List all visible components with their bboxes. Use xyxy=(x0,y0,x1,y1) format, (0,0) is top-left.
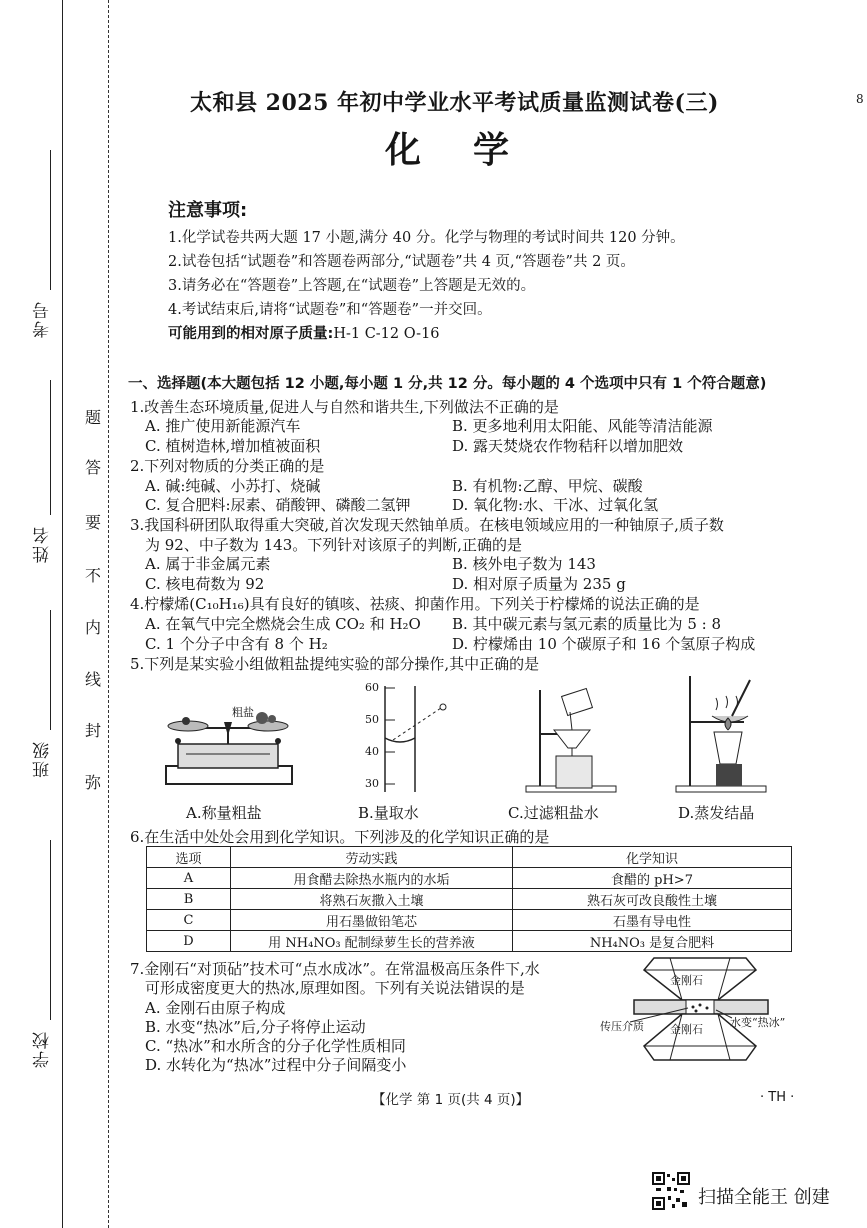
table-row xyxy=(147,889,792,910)
q4-stem: 4.柠檬烯(C₁₀H₁₆)具有良好的镇咳、祛痰、抑菌作用。下列关于柠檬烯的说法正确的是 xyxy=(130,595,700,613)
scanner-watermark: 扫描全能王 创建 xyxy=(698,1187,830,1208)
q4-option-b: B. 其中碳元素与氢元素的质量比为 5 : 8 xyxy=(452,615,722,633)
table-cell: NH₄NO₃ 是复合肥料 xyxy=(513,931,792,952)
cyl-tick: 30 xyxy=(365,777,379,790)
q1-option-d: D. 露天焚烧农作物秸秆以增加肥效 xyxy=(452,437,684,455)
q1-option-b: B. 更多地利用太阳能、风能等清洁能源 xyxy=(452,417,713,435)
q7-option-d: D. 水转化为“热冰”过程中分子间隔变小 xyxy=(145,1056,407,1074)
fig-label-hot-ice: 水变“热冰” xyxy=(730,1016,786,1029)
table-cell: 用石墨做铅笔芯 xyxy=(231,910,513,931)
q3-stem: 3.我国科研团队取得重大突破,首次发现天然铀单质。在核电领域应用的一种铀原子,质子数 xyxy=(130,516,724,534)
q1-stem: 1.改善生态环境质量,促进人与自然和谐共生,下列做法不正确的是 xyxy=(130,398,559,416)
class-blank xyxy=(50,610,51,730)
note-item: 3.请务必在“答题卷”上答题,在“试题卷”上答题是无效的。 xyxy=(168,278,536,294)
cyl-tick: 60 xyxy=(365,681,379,694)
exam-no-blank xyxy=(50,150,51,290)
school-blank xyxy=(50,840,51,1020)
q7-option-c: C. “热冰”和水所含的分子化学性质相同 xyxy=(145,1037,406,1055)
q3-stem-cont: 为 92、中子数为 143。下列针对该原子的判断,正确的是 xyxy=(145,536,523,554)
atomic-mass-values: H-1 C-12 O-16 xyxy=(333,326,440,342)
note-item: 2.试卷包括“试题卷”和答题卷两部分,“试题卷”共 4 页,“答题卷”共 2 页。 xyxy=(168,254,635,270)
corner-mark: 8 xyxy=(856,92,864,106)
table-header-row xyxy=(147,847,792,868)
fig-label-diamond-bottom: 金刚石 xyxy=(670,1023,703,1036)
table-cell: 用食醋去除热水瓶内的水垢 xyxy=(231,868,513,889)
name-blank xyxy=(50,380,51,515)
table-header: 劳动实践 xyxy=(231,847,513,868)
q5-caption-b: B.量取水 xyxy=(358,804,419,822)
class-label: 班级 xyxy=(33,740,53,778)
note-item: 4.考试结束后,请将“试题卷”和“答题卷”一并交回。 xyxy=(168,302,492,318)
q5-stem: 5.下列是某实验小组做粗盐提纯实验的部分操作,其中正确的是 xyxy=(130,655,540,673)
q4-option-a: A. 在氧气中完全燃烧会生成 CO₂ 和 H₂O xyxy=(145,615,421,633)
seal-char: 线 xyxy=(85,670,102,689)
table-cell: 熟石灰可改良酸性土壤 xyxy=(513,889,792,910)
seal-char: 弥 xyxy=(85,773,102,792)
seal-line xyxy=(108,0,109,1228)
atomic-mass-line xyxy=(168,322,440,343)
notes-heading: 注意事项: xyxy=(168,200,248,221)
fig-label-diamond-top: 金刚石 xyxy=(670,974,703,987)
q4-option-d: D. 柠檬烯由 10 个碳原子和 16 个氢原子构成 xyxy=(452,635,756,653)
name-label: 姓名 xyxy=(33,525,53,563)
q7-option-b: B. 水变“热冰”后,分子将停止运动 xyxy=(145,1018,366,1036)
q2-option-b: B. 有机物:乙醇、甲烷、碳酸 xyxy=(452,477,643,495)
table-cell: 将熟石灰撒入土壤 xyxy=(231,889,513,910)
q2-option-d: D. 氧化物:水、干冰、过氧化氢 xyxy=(452,496,659,514)
q2-option-c: C. 复合肥料:尿素、硝酸钾、磷酸二氢钾 xyxy=(145,496,411,514)
binding-line xyxy=(62,0,63,1228)
cyl-tick: 40 xyxy=(365,745,379,758)
q6-table xyxy=(146,846,792,952)
seal-char: 要 xyxy=(85,513,102,532)
q7-option-a: A. 金刚石由原子构成 xyxy=(145,999,286,1017)
section-heading: 一、选择题(本大题包括 12 小题,每小题 1 分,共 12 分。每小题的 4 个选项中只有 1 个符合题意) xyxy=(128,376,767,392)
table-header: 选项 xyxy=(147,847,231,868)
table-row xyxy=(147,868,792,889)
q3-option-c: C. 核电荷数为 92 xyxy=(145,575,265,593)
seal-char: 封 xyxy=(85,721,102,740)
qr-code-icon xyxy=(652,1172,690,1210)
q2-option-a: A. 碱:纯碱、小苏打、烧碱 xyxy=(145,477,321,495)
seal-char: 题 xyxy=(85,408,102,427)
q5-caption-d: D.蒸发结晶 xyxy=(678,804,755,822)
footer-code: · TH · xyxy=(760,1090,795,1105)
table-cell: C xyxy=(147,910,231,931)
q7-stem-cont: 可形成密度更大的热冰,原理如图。下列有关说法错误的是 xyxy=(145,979,525,997)
salt-label: 粗盐 xyxy=(232,706,254,719)
balance-figure xyxy=(158,696,300,792)
q2-stem: 2.下列对物质的分类正确的是 xyxy=(130,457,325,475)
subject-title: 化学 xyxy=(385,129,562,171)
q7-stem: 7.金刚石“对顶砧”技术可“点水成冰”。在常温极高压条件下,水 xyxy=(130,960,540,978)
q3-option-b: B. 核外电子数为 143 xyxy=(452,555,596,573)
note-item: 1.化学试卷共两大题 17 小题,满分 40 分。化学与物理的考试时间共 120 分钟。 xyxy=(168,230,685,246)
seal-char: 答 xyxy=(85,458,102,477)
page-footer: 【化学 第 1 页(共 4 页)】 xyxy=(372,1092,530,1108)
table-cell: A xyxy=(147,868,231,889)
seal-char: 不 xyxy=(85,566,102,585)
table-header: 化学知识 xyxy=(513,847,792,868)
table-row xyxy=(147,910,792,931)
q1-option-c: C. 植树造林,增加植被面积 xyxy=(145,437,321,455)
table-cell: 石墨有导电性 xyxy=(513,910,792,931)
exam-title: 太和县 2025 年初中学业水平考试质量监测试卷(三) xyxy=(190,90,719,116)
filtration-figure xyxy=(520,686,620,796)
evaporation-figure xyxy=(672,672,772,796)
fig-label-medium: 传压介质 xyxy=(600,1020,644,1033)
q6-stem: 6.在生活中处处会用到化学知识。下列涉及的化学知识正确的是 xyxy=(130,828,550,846)
q3-option-d: D. 相对原子质量为 235 g xyxy=(452,575,626,593)
q3-option-a: A. 属于非金属元素 xyxy=(145,555,271,573)
table-cell: D xyxy=(147,931,231,952)
table-row xyxy=(147,931,792,952)
q4-option-c: C. 1 个分子中含有 8 个 H₂ xyxy=(145,635,328,653)
table-cell: B xyxy=(147,889,231,910)
q5-caption-c: C.过滤粗盐水 xyxy=(508,804,599,822)
table-cell: 用 NH₄NO₃ 配制绿萝生长的营养液 xyxy=(231,931,513,952)
exam-no-label: 考号 xyxy=(33,300,53,338)
seal-char: 内 xyxy=(85,618,102,637)
q5-caption-a: A.称量粗盐 xyxy=(186,804,262,822)
q1-option-a: A. 推广使用新能源汽车 xyxy=(145,417,301,435)
table-cell: 食醋的 pH>7 xyxy=(513,868,792,889)
school-label: 学校 xyxy=(33,1030,53,1068)
atomic-mass-label: 可能用到的相对原子质量: xyxy=(168,326,334,342)
cyl-tick: 50 xyxy=(365,713,379,726)
